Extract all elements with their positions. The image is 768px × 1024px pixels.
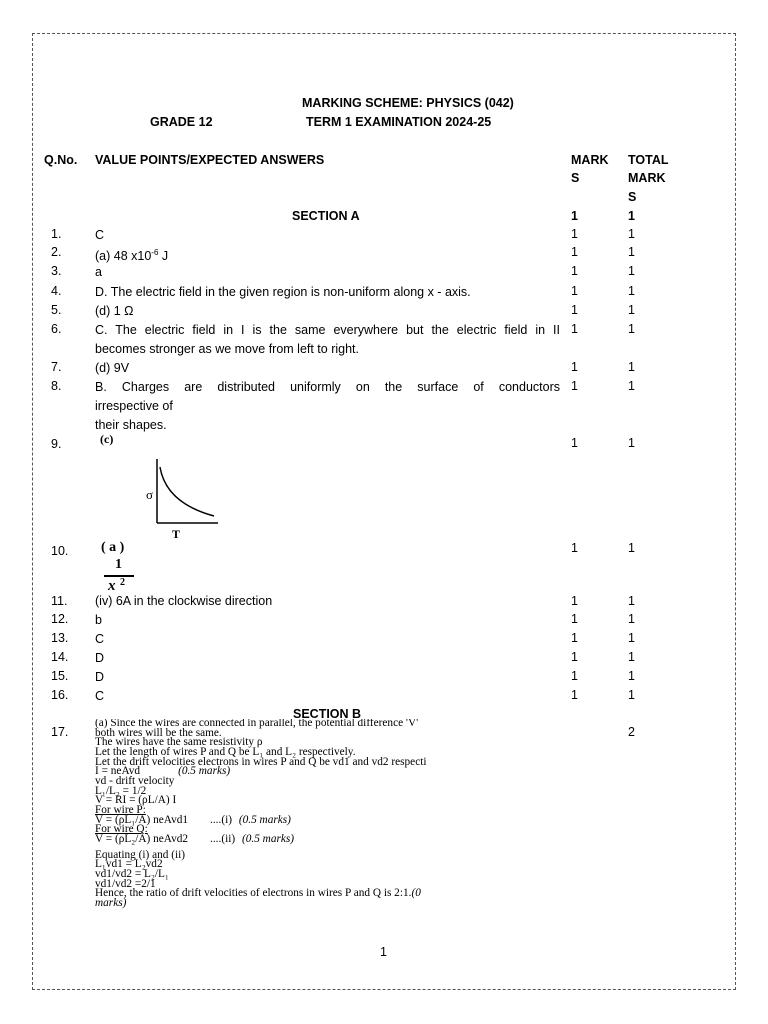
- marks-value: 1: [571, 379, 578, 393]
- marks-value: 1: [571, 264, 578, 278]
- question-number: 10.: [51, 544, 69, 558]
- answer-text-line1: B. Charges are distributed uniformly on the surface of conductors: [95, 380, 560, 394]
- answer-text: D: [95, 670, 105, 684]
- section-a-title: SECTION A: [292, 209, 360, 223]
- marks-value: 1: [571, 360, 578, 374]
- question-number: 14.: [51, 650, 69, 664]
- marks-value: 1: [571, 631, 578, 645]
- total-marks-value: 1: [628, 245, 635, 259]
- q17-line: L₁/L₂ = 1/2: [95, 784, 147, 797]
- question-number: 4.: [51, 284, 62, 298]
- total-marks-value: 1: [628, 650, 635, 664]
- column-header-total-line1: TOTAL: [628, 153, 669, 167]
- document-title: MARKING SCHEME: PHYSICS (042): [302, 96, 514, 110]
- q17-line: vd1/vd2 = L₂/L₁: [95, 867, 169, 880]
- answer-text: C: [95, 632, 105, 646]
- total-marks-value: 1: [628, 322, 635, 336]
- term-label: TERM 1 EXAMINATION 2024-25: [306, 115, 492, 129]
- answer-text: b: [95, 613, 102, 627]
- section-a-total: 1: [628, 209, 635, 223]
- question-number: 8.: [51, 379, 62, 393]
- q17-line: vd1/vd2 =2/1: [95, 877, 156, 890]
- q17-mark-note: (0.5 marks): [238, 813, 291, 826]
- answer-text: (d) 9V: [95, 361, 130, 375]
- marks-value: 1: [571, 322, 578, 336]
- fraction-exponent: 2: [120, 577, 125, 588]
- marks-value: 1: [571, 612, 578, 626]
- answer-unit: J: [158, 249, 169, 264]
- marks-value: 1: [571, 227, 578, 241]
- q17-mark-note: marks): [95, 896, 127, 909]
- column-header-total-line3: S: [628, 190, 637, 204]
- answer-text: (d) 1 Ω: [95, 304, 134, 318]
- q17-line: The wires have the same resistivity ρ: [95, 736, 263, 749]
- answer-text: a: [95, 265, 102, 279]
- marks-value: 1: [571, 303, 578, 317]
- answer-text: D: [95, 651, 105, 665]
- q17-line: Equating (i) and (ii): [95, 848, 186, 861]
- answer-text: [95, 244, 560, 265]
- total-marks-value: 1: [628, 594, 635, 608]
- column-header-answers: VALUE POINTS/EXPECTED ANSWERS: [95, 153, 325, 167]
- section-a-marks: 1: [571, 209, 578, 223]
- answer-exponent: -6: [151, 248, 159, 257]
- q17-line: vd - drift velocity: [95, 774, 175, 787]
- answer-text-line2: irrespective of: [95, 399, 173, 413]
- q17-equation: V = (ρL₂/A) neAvd2: [95, 832, 189, 845]
- question-number: 16.: [51, 688, 69, 702]
- total-marks-value: 1: [628, 436, 635, 450]
- grade-label: GRADE 12: [150, 115, 213, 129]
- column-header-total-line2: MARK: [628, 171, 666, 185]
- question-number: 7.: [51, 360, 62, 374]
- q17-equation-ref: ....(i): [210, 813, 232, 826]
- answer-text-line3: their shapes.: [95, 418, 167, 432]
- answer-text: C: [95, 689, 105, 703]
- page-number: 1: [380, 945, 387, 959]
- q17-equation-ref: ....(ii): [210, 832, 236, 845]
- q17-line: V = RI = (ρL/A) I: [95, 794, 177, 807]
- question-number: 2.: [51, 245, 62, 259]
- total-marks-value: 1: [628, 631, 635, 645]
- section-b-title: SECTION B: [293, 707, 362, 721]
- answer-option: (c): [100, 432, 114, 446]
- total-marks-value: 1: [628, 379, 635, 393]
- total-marks-value: 1: [628, 360, 635, 374]
- question-number: 5.: [51, 303, 62, 317]
- marks-value: 1: [571, 541, 578, 555]
- q17-answer-block: [95, 719, 565, 931]
- fraction-numerator: 1: [115, 557, 122, 572]
- fraction-bar: [104, 575, 134, 577]
- total-marks-value: 1: [628, 688, 635, 702]
- q17-line: [95, 813, 565, 826]
- q17-equation: I = neAvd: [95, 765, 141, 778]
- marks-value: 1: [571, 436, 578, 450]
- column-header-marks-line2: S: [571, 171, 580, 185]
- total-marks-value: 1: [628, 541, 635, 555]
- q17-line: [95, 896, 565, 909]
- graph-y-axis-label: σ: [146, 487, 154, 502]
- graph-x-axis-label: T: [172, 527, 181, 541]
- q17-mark-note: (0.5 marks): [178, 765, 231, 778]
- q17-mark-note: (0: [411, 887, 421, 900]
- answer-text: C: [95, 228, 105, 242]
- column-header-qno: Q.No.: [44, 153, 78, 167]
- column-header-marks-line1: MARK: [571, 153, 609, 167]
- total-marks-value: 1: [628, 303, 635, 317]
- q17-line: both wires will be the same.: [95, 726, 222, 739]
- question-number: 17.: [51, 725, 69, 739]
- question-number: 6.: [51, 322, 62, 336]
- question-number: 1.: [51, 227, 62, 241]
- question-number: 9.: [51, 437, 62, 451]
- q17-line: [95, 832, 565, 845]
- question-number: 11.: [51, 594, 68, 608]
- answer-text-line2: becomes stronger as we move from left to right.: [95, 342, 359, 356]
- q17-subheading: For wire P:: [95, 803, 146, 816]
- question-number: 13.: [51, 631, 69, 645]
- q17-conclusion: Hence, the ratio of drift velocities of electrons in wires P and Q is 2:1.: [95, 887, 412, 900]
- q17-line: Let the drift velocities electrons in wires P and Q be vd1 and vd2 respecti: [95, 755, 427, 768]
- marks-value: 1: [571, 669, 578, 683]
- total-marks-value: 1: [628, 264, 635, 278]
- marks-value: 1: [571, 284, 578, 298]
- question-number: 3.: [51, 264, 62, 278]
- q17-equation: V = (ρL₁/A) neAvd1: [95, 813, 189, 826]
- q17-line: Let the length of wires P and Q be L₁ and L₂ respectively.: [95, 745, 356, 758]
- total-marks-value: 2: [628, 725, 635, 739]
- fraction-denominator: x: [108, 578, 116, 594]
- marks-value: 1: [571, 688, 578, 702]
- answer-option: ( a ): [101, 540, 125, 555]
- q17-subheading: For wire Q:: [95, 823, 148, 836]
- q17-line: (a) Since the wires are connected in parallel, the potential difference 'V': [95, 719, 419, 729]
- total-marks-value: 1: [628, 612, 635, 626]
- answer-text: (iv) 6A in the clockwise direction: [95, 594, 273, 608]
- answer-text-base: (a) 48 x10: [95, 249, 152, 264]
- question-number: 15.: [51, 669, 69, 683]
- q17-mark-note: (0.5 marks): [241, 832, 295, 845]
- total-marks-value: 1: [628, 227, 635, 241]
- q17-line: [95, 889, 565, 899]
- marks-value: 1: [571, 245, 578, 259]
- q17-line: L₁vd1 = L₂vd2: [95, 858, 163, 871]
- total-marks-value: 1: [628, 284, 635, 298]
- answer-text-line1: C. The electric field in I is the same everywhere but the electric field in II: [95, 323, 560, 337]
- total-marks-value: 1: [628, 669, 635, 683]
- answer-text: D. The electric field in the given region is non-uniform along x - axis.: [95, 285, 471, 299]
- marks-value: 1: [571, 650, 578, 664]
- question-number: 12.: [51, 612, 69, 626]
- marks-value: 1: [571, 594, 578, 608]
